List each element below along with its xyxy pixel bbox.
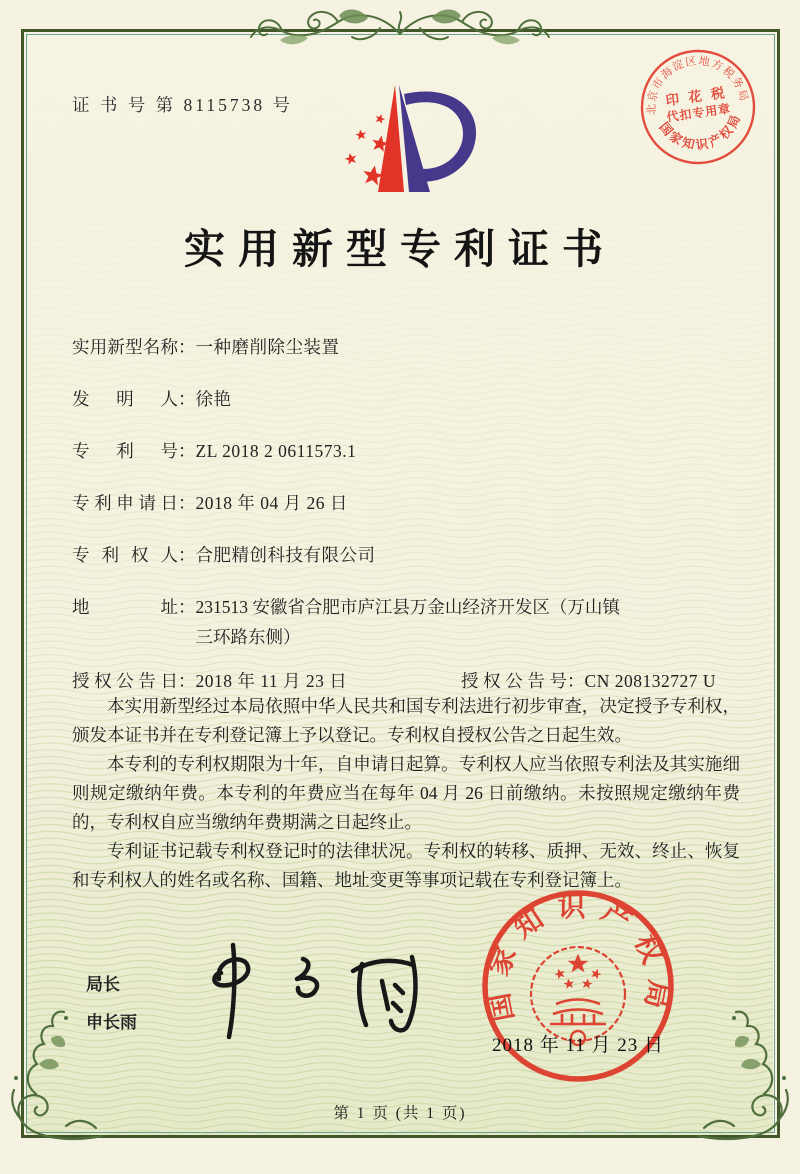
field-label: 发明人	[72, 389, 178, 409]
legal-paragraph: 本实用新型经过本局依照中华人民共和国专利法进行初步审查，决定授予专利权，颁发本证书并在专利登记簿上予以登记。专利权自授权公告之日起生效。	[72, 696, 740, 745]
field-row	[72, 332, 742, 362]
field-label: 专利号	[72, 441, 178, 461]
colon: ：	[178, 493, 196, 513]
legal-paragraph: 专利证书记载专利权登记时的法律状况。专利权的转移、质押、无效、终止、恢复和专利权人的姓名或名称、国籍、地址变更等事项记载在专利登记簿上。	[72, 841, 740, 890]
field-value: 2018 年 11 月 23 日	[195, 671, 348, 691]
field-row	[72, 384, 742, 414]
field-label: 专利权人	[72, 545, 178, 565]
colon: ：	[178, 671, 196, 691]
field-row	[72, 436, 742, 466]
field-value: 2018 年 04 月 26 日	[195, 493, 348, 513]
field-value: 徐艳	[195, 389, 232, 409]
tax-stamp-line1: 印 花 税	[664, 84, 729, 109]
field-value	[196, 592, 620, 652]
address-line-2: 三环路东侧）	[195, 627, 301, 647]
colon: ：	[178, 545, 196, 565]
field-label: 授权公告日	[72, 671, 178, 691]
address-line-1: 231513 安徽省合肥市庐江县万金山经济开发区（万山镇	[195, 597, 620, 617]
field-list	[72, 332, 742, 718]
legal-text	[72, 692, 740, 895]
field-value: 一种磨削除尘装置	[195, 337, 340, 357]
field-value: ZL 2018 2 0611573.1	[195, 441, 357, 461]
colon: ：	[178, 337, 196, 357]
field-value: CN 208132727 U	[584, 671, 716, 691]
field-row	[72, 488, 742, 518]
commissioner-signature	[185, 933, 435, 1048]
colon: ：	[178, 441, 196, 461]
commissioner-title: 局长	[86, 975, 120, 994]
page-number: 第 1 页 (共 1 页)	[333, 1105, 467, 1122]
colon: ：	[178, 389, 196, 409]
cnipa-logo-icon	[328, 82, 478, 200]
field-label: 授权公告号	[461, 671, 568, 691]
tax-stamp-bottom-text: 国家知识产权局	[656, 110, 744, 153]
field-row	[72, 540, 742, 570]
commissioner-name: 申长雨	[86, 1013, 137, 1032]
tax-stamp-seal-icon	[636, 45, 760, 169]
field-row-address	[72, 592, 742, 652]
legal-paragraph: 本专利的专利权期限为十年，自申请日起算。专利权人应当依照专利法及其实施细则规定缴纳年费。本专利的年费应当在每年 04 月 26 日前缴纳。未按照规定缴纳年费的，专利权自应当缴纳年费期满之日起终止。	[72, 754, 740, 832]
certificate-number: 证 书 号 第 8115738 号	[72, 95, 293, 115]
field-value: 合肥精创科技有限公司	[195, 545, 376, 565]
tax-stamp-line2: 代扣专用章	[665, 101, 733, 125]
colon: ：	[567, 671, 585, 691]
field-label: 地址	[72, 597, 178, 617]
certificate-title: 实用新型专利证书	[184, 226, 616, 272]
field-label: 专利申请日	[72, 493, 178, 513]
seal-date: 2018 年 11 月 23 日	[491, 1035, 665, 1056]
field-label: 实用新型名称	[72, 337, 178, 357]
tax-stamp-top-text: 北京市海淀区地方税务局	[645, 55, 750, 116]
seal-ring-text: 国家知识产权局	[481, 891, 675, 1024]
colon: ：	[178, 597, 196, 617]
